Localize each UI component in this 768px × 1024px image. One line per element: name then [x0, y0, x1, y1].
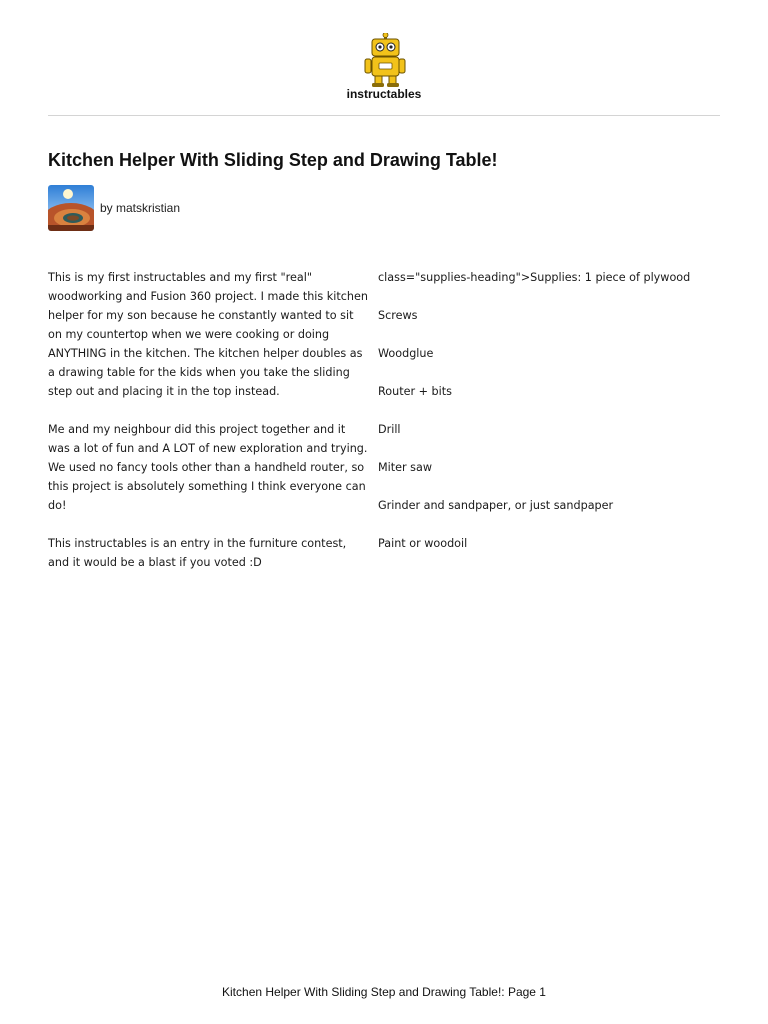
supply-item: Grinder and sandpaper, or just sandpaper [378, 499, 614, 512]
intro-paragraph: This is my first instructables and my first "real" woodworking and Fusion 360 project. I made this kitchen helper for my son because he constantly wanted to sit on my countertop when we were cooking or doing ANYTHING in the kitchen. The kitchen helper doubles as a drawing table for the kids when you take the sliding step out and placing it in the top instead. [48, 271, 368, 398]
article-title: Kitchen Helper With Sliding Step and Drawing Table! [48, 150, 498, 170]
supply-item: Paint or woodoil [378, 537, 468, 550]
supply-item: Drill [378, 423, 401, 436]
header-divider [48, 115, 720, 116]
intro-paragraph: This instructables is an entry in the furniture contest, and it would be a blast if you voted :D [48, 537, 347, 569]
supply-item: Woodglue [378, 347, 434, 360]
supply-item: Router + bits [378, 385, 452, 398]
intro-column [48, 268, 370, 591]
site-name[interactable]: instructables [346, 87, 422, 101]
page-footer: Kitchen Helper With Sliding Step and Drawing Table!: Page 1 [222, 985, 546, 999]
intro-paragraph: Me and my neighbour did this project together and it was a lot of fun and A LOT of new exploration and trying. We used no fancy tools other than a handheld router, so this project is absolutely something I think everyone can do! [48, 423, 368, 512]
supply-item: Screws [378, 309, 418, 322]
author-byline[interactable]: by matskristian [100, 201, 181, 215]
instructables-robot-logo-icon[interactable] [362, 33, 408, 87]
page-header [0, 0, 768, 116]
supply-item: class="supplies-heading">Supplies: 1 piece of plywood [378, 271, 691, 284]
landscape-photo-avatar-icon[interactable] [48, 185, 94, 231]
supply-item: Miter saw [378, 461, 433, 474]
supplies-column [378, 268, 718, 572]
